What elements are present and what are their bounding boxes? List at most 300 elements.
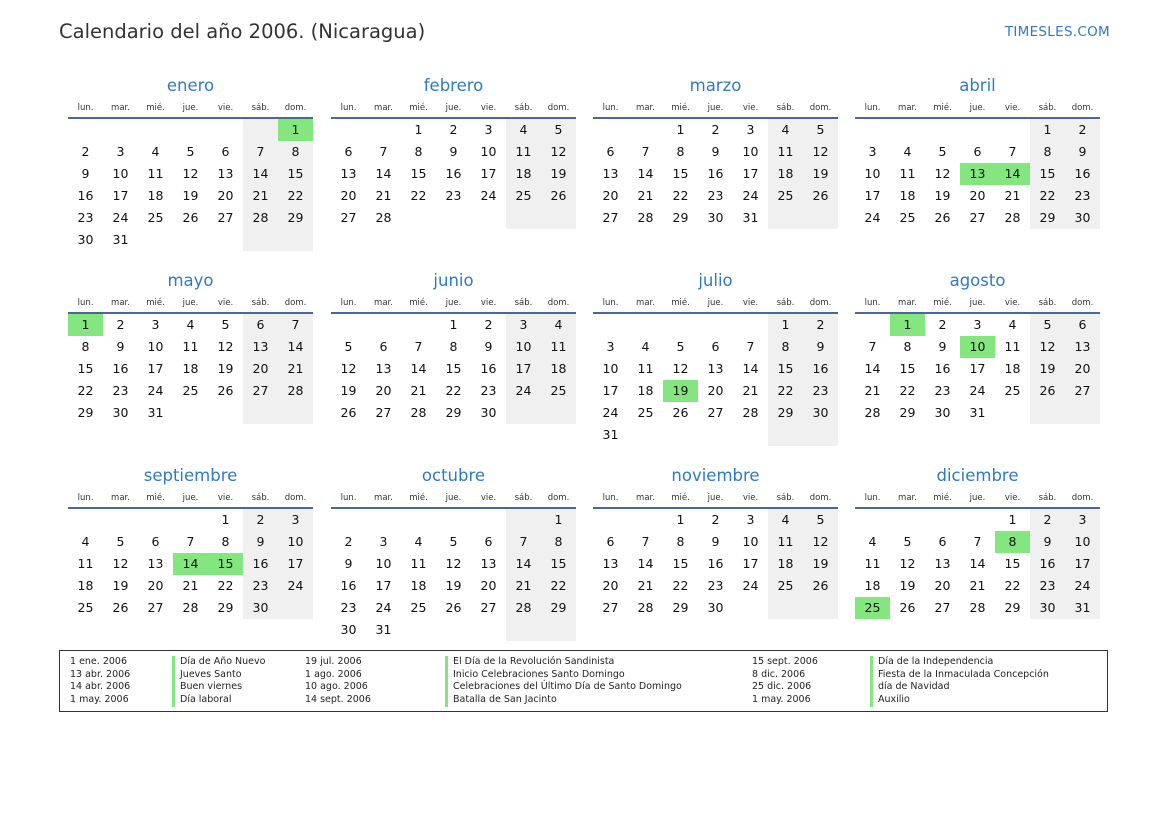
day-cell[interactable]: 20 — [969, 188, 986, 203]
day-cell[interactable]: 2 — [938, 317, 947, 332]
day-cell[interactable]: 16 — [707, 556, 724, 571]
day-cell[interactable]: 13 — [147, 556, 164, 571]
day-cell[interactable]: 3 — [746, 122, 755, 137]
day-cell[interactable]: 24 — [742, 188, 759, 203]
day-cell[interactable]: 17 — [375, 578, 392, 593]
day-cell[interactable]: 2 — [711, 122, 720, 137]
day-cell[interactable]: 4 — [641, 339, 650, 354]
day-cell[interactable]: 2 — [449, 122, 458, 137]
day-cell[interactable]: 31 — [375, 622, 392, 637]
day-cell[interactable]: 9 — [1030, 531, 1065, 553]
day-cell[interactable]: 2 — [81, 144, 90, 159]
day-cell[interactable]: 23 — [340, 600, 357, 615]
day-cell[interactable]: 30 — [1065, 207, 1100, 229]
day-cell[interactable]: 21 — [969, 578, 986, 593]
day-cell[interactable]: 29 — [899, 405, 916, 420]
day-cell[interactable]: 3 — [746, 512, 755, 527]
day-cell[interactable]: 19 — [340, 383, 357, 398]
day-cell[interactable]: 18 — [410, 578, 427, 593]
day-cell[interactable]: 25 — [410, 600, 427, 615]
day-cell[interactable]: 29 — [672, 210, 689, 225]
day-cell[interactable]: 19 — [803, 553, 838, 575]
holiday-day-cell[interactable]: 10 — [960, 336, 995, 358]
day-cell[interactable]: 11 — [77, 556, 94, 571]
day-cell[interactable]: 7 — [186, 534, 195, 549]
day-cell[interactable]: 23 — [1030, 575, 1065, 597]
day-cell[interactable]: 27 — [217, 210, 234, 225]
day-cell[interactable]: 20 — [707, 383, 724, 398]
day-cell[interactable]: 5 — [803, 509, 838, 531]
day-cell[interactable]: 8 — [676, 534, 685, 549]
day-cell[interactable]: 21 — [243, 185, 278, 207]
day-cell[interactable]: 4 — [768, 509, 803, 531]
day-cell[interactable]: 13 — [480, 556, 497, 571]
day-cell[interactable]: 2 — [344, 534, 353, 549]
day-cell[interactable]: 7 — [506, 531, 541, 553]
day-cell[interactable]: 3 — [484, 122, 493, 137]
day-cell[interactable]: 20 — [243, 358, 278, 380]
day-cell[interactable]: 14 — [506, 553, 541, 575]
day-cell[interactable]: 6 — [379, 339, 388, 354]
day-cell[interactable]: 21 — [637, 188, 654, 203]
day-cell[interactable]: 2 — [243, 509, 278, 531]
day-cell[interactable]: 14 — [278, 336, 313, 358]
day-cell[interactable]: 9 — [116, 339, 125, 354]
day-cell[interactable]: 21 — [278, 358, 313, 380]
day-cell[interactable]: 15 — [77, 361, 94, 376]
day-cell[interactable]: 5 — [938, 144, 947, 159]
day-cell[interactable]: 24 — [602, 405, 619, 420]
day-cell[interactable]: 22 — [77, 383, 94, 398]
holiday-day-cell[interactable]: 1 — [890, 314, 925, 336]
day-cell[interactable]: 1 — [676, 512, 685, 527]
day-cell[interactable]: 6 — [938, 534, 947, 549]
day-cell[interactable]: 9 — [711, 144, 720, 159]
day-cell[interactable]: 23 — [77, 210, 94, 225]
day-cell[interactable]: 21 — [637, 578, 654, 593]
day-cell[interactable]: 18 — [77, 578, 94, 593]
day-cell[interactable]: 15 — [672, 166, 689, 181]
day-cell[interactable]: 3 — [1065, 509, 1100, 531]
day-cell[interactable]: 18 — [541, 358, 576, 380]
brand-link[interactable]: TIMESLES.COM — [1004, 24, 1110, 40]
day-cell[interactable]: 2 — [1030, 509, 1065, 531]
day-cell[interactable]: 5 — [1030, 314, 1065, 336]
day-cell[interactable]: 12 — [934, 166, 951, 181]
day-cell[interactable]: 16 — [112, 361, 129, 376]
day-cell[interactable]: 6 — [221, 144, 230, 159]
day-cell[interactable]: 18 — [637, 383, 654, 398]
day-cell[interactable]: 25 — [147, 210, 164, 225]
day-cell[interactable]: 1 — [449, 317, 458, 332]
day-cell[interactable]: 1 — [414, 122, 423, 137]
day-cell[interactable]: 21 — [375, 188, 392, 203]
day-cell[interactable]: 13 — [340, 166, 357, 181]
day-cell[interactable]: 14 — [243, 163, 278, 185]
day-cell[interactable]: 7 — [1008, 144, 1017, 159]
day-cell[interactable]: 19 — [217, 361, 234, 376]
day-cell[interactable]: 4 — [186, 317, 195, 332]
day-cell[interactable]: 22 — [1004, 578, 1021, 593]
day-cell[interactable]: 26 — [217, 383, 234, 398]
day-cell[interactable]: 15 — [768, 358, 803, 380]
day-cell[interactable]: 18 — [899, 188, 916, 203]
day-cell[interactable]: 19 — [1030, 358, 1065, 380]
day-cell[interactable]: 26 — [803, 575, 838, 597]
day-cell[interactable]: 17 — [864, 188, 881, 203]
day-cell[interactable]: 18 — [864, 578, 881, 593]
day-cell[interactable]: 28 — [637, 210, 654, 225]
day-cell[interactable]: 11 — [506, 141, 541, 163]
day-cell[interactable]: 23 — [243, 575, 278, 597]
day-cell[interactable]: 16 — [77, 188, 94, 203]
day-cell[interactable]: 12 — [899, 556, 916, 571]
day-cell[interactable]: 27 — [1065, 380, 1100, 402]
day-cell[interactable]: 24 — [1065, 575, 1100, 597]
day-cell[interactable]: 3 — [606, 339, 615, 354]
day-cell[interactable]: 7 — [278, 314, 313, 336]
day-cell[interactable]: 25 — [637, 405, 654, 420]
day-cell[interactable]: 22 — [899, 383, 916, 398]
day-cell[interactable]: 6 — [484, 534, 493, 549]
day-cell[interactable]: 9 — [1065, 141, 1100, 163]
day-cell[interactable]: 11 — [1004, 339, 1021, 354]
day-cell[interactable]: 8 — [278, 141, 313, 163]
day-cell[interactable]: 5 — [803, 119, 838, 141]
day-cell[interactable]: 16 — [243, 553, 278, 575]
day-cell[interactable]: 10 — [375, 556, 392, 571]
day-cell[interactable]: 4 — [506, 119, 541, 141]
day-cell[interactable]: 4 — [903, 144, 912, 159]
day-cell[interactable]: 12 — [541, 141, 576, 163]
day-cell[interactable]: 8 — [221, 534, 230, 549]
day-cell[interactable]: 7 — [414, 339, 423, 354]
day-cell[interactable]: 28 — [410, 405, 427, 420]
day-cell[interactable]: 26 — [899, 600, 916, 615]
day-cell[interactable]: 3 — [868, 144, 877, 159]
day-cell[interactable]: 21 — [742, 383, 759, 398]
day-cell[interactable]: 11 — [182, 339, 199, 354]
day-cell[interactable]: 12 — [672, 361, 689, 376]
day-cell[interactable]: 28 — [506, 597, 541, 619]
day-cell[interactable]: 17 — [506, 358, 541, 380]
day-cell[interactable]: 16 — [480, 361, 497, 376]
day-cell[interactable]: 11 — [768, 531, 803, 553]
day-cell[interactable]: 6 — [1065, 314, 1100, 336]
holiday-day-cell[interactable]: 1 — [278, 119, 313, 141]
day-cell[interactable]: 4 — [868, 534, 877, 549]
day-cell[interactable]: 28 — [637, 600, 654, 615]
day-cell[interactable]: 10 — [742, 144, 759, 159]
day-cell[interactable]: 13 — [243, 336, 278, 358]
day-cell[interactable]: 16 — [445, 166, 462, 181]
day-cell[interactable]: 30 — [934, 405, 951, 420]
day-cell[interactable]: 24 — [506, 380, 541, 402]
day-cell[interactable]: 11 — [864, 556, 881, 571]
day-cell[interactable]: 12 — [340, 361, 357, 376]
day-cell[interactable]: 6 — [606, 144, 615, 159]
day-cell[interactable]: 23 — [480, 383, 497, 398]
holiday-day-cell[interactable]: 25 — [855, 597, 890, 619]
day-cell[interactable]: 10 — [480, 144, 497, 159]
day-cell[interactable]: 29 — [217, 600, 234, 615]
day-cell[interactable]: 25 — [182, 383, 199, 398]
day-cell[interactable]: 11 — [899, 166, 916, 181]
holiday-day-cell[interactable]: 8 — [995, 531, 1030, 553]
day-cell[interactable]: 23 — [934, 383, 951, 398]
day-cell[interactable]: 25 — [768, 575, 803, 597]
day-cell[interactable]: 4 — [151, 144, 160, 159]
day-cell[interactable]: 31 — [147, 405, 164, 420]
day-cell[interactable]: 22 — [672, 578, 689, 593]
day-cell[interactable]: 29 — [768, 402, 803, 424]
day-cell[interactable]: 29 — [77, 405, 94, 420]
day-cell[interactable]: 9 — [484, 339, 493, 354]
day-cell[interactable]: 15 — [410, 166, 427, 181]
day-cell[interactable]: 28 — [864, 405, 881, 420]
day-cell[interactable]: 20 — [375, 383, 392, 398]
day-cell[interactable]: 23 — [707, 188, 724, 203]
day-cell[interactable]: 27 — [602, 600, 619, 615]
day-cell[interactable]: 6 — [344, 144, 353, 159]
day-cell[interactable]: 14 — [375, 166, 392, 181]
day-cell[interactable]: 10 — [278, 531, 313, 553]
day-cell[interactable]: 27 — [375, 405, 392, 420]
day-cell[interactable]: 3 — [116, 144, 125, 159]
day-cell[interactable]: 24 — [480, 188, 497, 203]
day-cell[interactable]: 16 — [934, 361, 951, 376]
day-cell[interactable]: 13 — [934, 556, 951, 571]
day-cell[interactable]: 19 — [445, 578, 462, 593]
day-cell[interactable]: 29 — [1030, 207, 1065, 229]
holiday-day-cell[interactable]: 15 — [208, 553, 243, 575]
day-cell[interactable]: 26 — [182, 210, 199, 225]
day-cell[interactable]: 2 — [711, 512, 720, 527]
day-cell[interactable]: 20 — [147, 578, 164, 593]
day-cell[interactable]: 13 — [375, 361, 392, 376]
day-cell[interactable]: 5 — [116, 534, 125, 549]
day-cell[interactable]: 19 — [803, 163, 838, 185]
day-cell[interactable]: 20 — [340, 188, 357, 203]
day-cell[interactable]: 16 — [707, 166, 724, 181]
day-cell[interactable]: 22 — [445, 383, 462, 398]
day-cell[interactable]: 20 — [934, 578, 951, 593]
day-cell[interactable]: 17 — [112, 188, 129, 203]
day-cell[interactable]: 15 — [541, 553, 576, 575]
day-cell[interactable]: 13 — [217, 166, 234, 181]
day-cell[interactable]: 18 — [182, 361, 199, 376]
day-cell[interactable]: 17 — [742, 556, 759, 571]
day-cell[interactable]: 14 — [410, 361, 427, 376]
day-cell[interactable]: 5 — [186, 144, 195, 159]
day-cell[interactable]: 19 — [112, 578, 129, 593]
day-cell[interactable]: 24 — [147, 383, 164, 398]
day-cell[interactable]: 17 — [480, 166, 497, 181]
day-cell[interactable]: 8 — [768, 336, 803, 358]
day-cell[interactable]: 31 — [602, 427, 619, 442]
day-cell[interactable]: 19 — [899, 578, 916, 593]
day-cell[interactable]: 22 — [541, 575, 576, 597]
day-cell[interactable]: 5 — [344, 339, 353, 354]
day-cell[interactable]: 4 — [768, 119, 803, 141]
day-cell[interactable]: 17 — [742, 166, 759, 181]
day-cell[interactable]: 26 — [803, 185, 838, 207]
day-cell[interactable]: 6 — [243, 314, 278, 336]
day-cell[interactable]: 17 — [278, 553, 313, 575]
day-cell[interactable]: 20 — [602, 578, 619, 593]
day-cell[interactable]: 11 — [147, 166, 164, 181]
day-cell[interactable]: 25 — [541, 380, 576, 402]
day-cell[interactable]: 14 — [742, 361, 759, 376]
day-cell[interactable]: 6 — [606, 534, 615, 549]
day-cell[interactable]: 12 — [803, 141, 838, 163]
day-cell[interactable]: 11 — [637, 361, 654, 376]
day-cell[interactable]: 16 — [803, 358, 838, 380]
day-cell[interactable]: 27 — [602, 210, 619, 225]
day-cell[interactable]: 12 — [1030, 336, 1065, 358]
day-cell[interactable]: 11 — [541, 336, 576, 358]
day-cell[interactable]: 13 — [602, 556, 619, 571]
day-cell[interactable]: 11 — [410, 556, 427, 571]
day-cell[interactable]: 15 — [278, 163, 313, 185]
day-cell[interactable]: 5 — [541, 119, 576, 141]
day-cell[interactable]: 24 — [112, 210, 129, 225]
day-cell[interactable]: 13 — [602, 166, 619, 181]
day-cell[interactable]: 29 — [672, 600, 689, 615]
day-cell[interactable]: 3 — [379, 534, 388, 549]
day-cell[interactable]: 1 — [221, 512, 230, 527]
day-cell[interactable]: 29 — [445, 405, 462, 420]
day-cell[interactable]: 12 — [803, 531, 838, 553]
day-cell[interactable]: 24 — [375, 600, 392, 615]
holiday-day-cell[interactable]: 14 — [995, 163, 1030, 185]
day-cell[interactable]: 9 — [449, 144, 458, 159]
day-cell[interactable]: 21 — [182, 578, 199, 593]
day-cell[interactable]: 14 — [637, 166, 654, 181]
day-cell[interactable]: 28 — [969, 600, 986, 615]
day-cell[interactable]: 8 — [1030, 141, 1065, 163]
day-cell[interactable]: 15 — [899, 361, 916, 376]
day-cell[interactable]: 26 — [541, 185, 576, 207]
day-cell[interactable]: 17 — [602, 383, 619, 398]
day-cell[interactable]: 3 — [973, 317, 982, 332]
day-cell[interactable]: 27 — [243, 380, 278, 402]
day-cell[interactable]: 7 — [243, 141, 278, 163]
day-cell[interactable]: 27 — [147, 600, 164, 615]
day-cell[interactable]: 3 — [506, 314, 541, 336]
day-cell[interactable]: 5 — [221, 317, 230, 332]
day-cell[interactable]: 2 — [484, 317, 493, 332]
day-cell[interactable]: 14 — [969, 556, 986, 571]
day-cell[interactable]: 1 — [676, 122, 685, 137]
day-cell[interactable]: 30 — [243, 597, 278, 619]
day-cell[interactable]: 4 — [81, 534, 90, 549]
day-cell[interactable]: 28 — [278, 380, 313, 402]
day-cell[interactable]: 7 — [868, 339, 877, 354]
day-cell[interactable]: 19 — [541, 163, 576, 185]
day-cell[interactable]: 8 — [541, 531, 576, 553]
holiday-day-cell[interactable]: 1 — [68, 314, 103, 336]
day-cell[interactable]: 25 — [506, 185, 541, 207]
day-cell[interactable]: 29 — [541, 597, 576, 619]
day-cell[interactable]: 11 — [768, 141, 803, 163]
day-cell[interactable]: 10 — [742, 534, 759, 549]
day-cell[interactable]: 29 — [1004, 600, 1021, 615]
day-cell[interactable]: 23 — [803, 380, 838, 402]
day-cell[interactable]: 4 — [541, 314, 576, 336]
day-cell[interactable]: 21 — [1004, 188, 1021, 203]
day-cell[interactable]: 7 — [746, 339, 755, 354]
day-cell[interactable]: 16 — [1065, 163, 1100, 185]
day-cell[interactable]: 5 — [903, 534, 912, 549]
day-cell[interactable]: 1 — [541, 509, 576, 531]
day-cell[interactable]: 15 — [1004, 556, 1021, 571]
day-cell[interactable]: 27 — [707, 405, 724, 420]
day-cell[interactable]: 29 — [278, 207, 313, 229]
day-cell[interactable]: 6 — [973, 144, 982, 159]
day-cell[interactable]: 24 — [864, 210, 881, 225]
day-cell[interactable]: 27 — [969, 210, 986, 225]
day-cell[interactable]: 12 — [112, 556, 129, 571]
day-cell[interactable]: 7 — [379, 144, 388, 159]
day-cell[interactable]: 22 — [217, 578, 234, 593]
day-cell[interactable]: 8 — [81, 339, 90, 354]
day-cell[interactable]: 30 — [112, 405, 129, 420]
day-cell[interactable]: 12 — [445, 556, 462, 571]
day-cell[interactable]: 21 — [506, 575, 541, 597]
day-cell[interactable]: 8 — [676, 144, 685, 159]
day-cell[interactable]: 21 — [410, 383, 427, 398]
day-cell[interactable]: 7 — [973, 534, 982, 549]
day-cell[interactable]: 30 — [340, 622, 357, 637]
day-cell[interactable]: 24 — [969, 383, 986, 398]
day-cell[interactable]: 3 — [151, 317, 160, 332]
day-cell[interactable]: 9 — [938, 339, 947, 354]
day-cell[interactable]: 18 — [506, 163, 541, 185]
day-cell[interactable]: 10 — [147, 339, 164, 354]
day-cell[interactable]: 8 — [449, 339, 458, 354]
day-cell[interactable]: 30 — [77, 232, 94, 247]
day-cell[interactable]: 22 — [278, 185, 313, 207]
day-cell[interactable]: 10 — [1065, 531, 1100, 553]
day-cell[interactable]: 18 — [768, 553, 803, 575]
day-cell[interactable]: 17 — [147, 361, 164, 376]
day-cell[interactable]: 9 — [243, 531, 278, 553]
day-cell[interactable]: 16 — [1030, 553, 1065, 575]
day-cell[interactable]: 28 — [243, 207, 278, 229]
day-cell[interactable]: 31 — [112, 232, 129, 247]
day-cell[interactable]: 31 — [1065, 597, 1100, 619]
day-cell[interactable]: 1 — [1008, 512, 1017, 527]
day-cell[interactable]: 20 — [1065, 358, 1100, 380]
day-cell[interactable]: 4 — [414, 534, 423, 549]
day-cell[interactable]: 12 — [217, 339, 234, 354]
day-cell[interactable]: 28 — [375, 210, 392, 225]
day-cell[interactable]: 24 — [742, 578, 759, 593]
holiday-day-cell[interactable]: 13 — [960, 163, 995, 185]
day-cell[interactable]: 6 — [151, 534, 160, 549]
day-cell[interactable]: 30 — [707, 600, 724, 615]
day-cell[interactable]: 8 — [414, 144, 423, 159]
day-cell[interactable]: 20 — [602, 188, 619, 203]
day-cell[interactable]: 20 — [217, 188, 234, 203]
day-cell[interactable]: 21 — [864, 383, 881, 398]
day-cell[interactable]: 23 — [445, 188, 462, 203]
day-cell[interactable]: 28 — [1004, 210, 1021, 225]
day-cell[interactable]: 18 — [1004, 361, 1021, 376]
holiday-day-cell[interactable]: 14 — [173, 553, 208, 575]
day-cell[interactable]: 20 — [480, 578, 497, 593]
